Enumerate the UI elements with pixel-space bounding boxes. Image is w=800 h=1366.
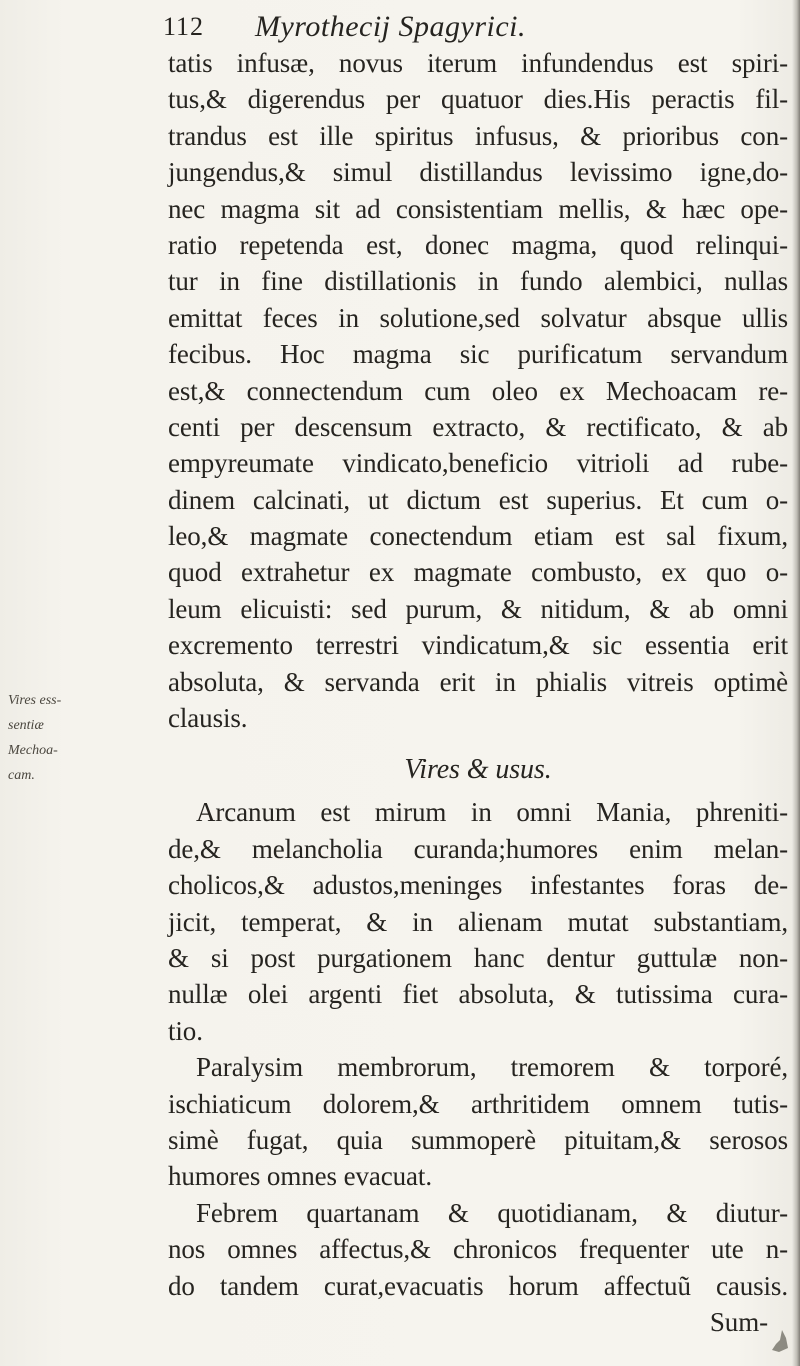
catchword: Sum- xyxy=(709,1306,768,1337)
text-line: tio. xyxy=(168,1015,203,1046)
text-line: centi per descensum extracto, & rectificato, & ab xyxy=(168,411,788,442)
page-edge-shadow xyxy=(792,0,800,1366)
main-text xyxy=(168,45,788,1340)
text-line: leo,& magmate conectendum etiam est sal fixum, xyxy=(168,521,788,552)
text-line: do tandem curat,evacuatis horum affectuũ causis. xyxy=(168,1270,788,1301)
text-line: Paralysim membrorum, tremorem & torporé, xyxy=(196,1052,788,1083)
text-line: empyreumate vindicato,beneficio vitrioli ad rube- xyxy=(168,448,788,479)
section-heading: Vires & usus. xyxy=(404,754,552,786)
text-line: fecibus. Hoc magma sic purificatum servandum xyxy=(168,339,788,370)
text-line: cholicos,& adustos,meninges infestantes foras de- xyxy=(168,870,788,901)
margin-note-line: sentiæ xyxy=(8,718,44,733)
page-number: 112 xyxy=(163,12,205,41)
text-line: Febrem quartanam & quotidianam, & diutur- xyxy=(196,1197,788,1228)
text-line: simè fugat, quia summoperè pituitam,& serosos xyxy=(168,1124,788,1155)
text-line: & si post purgationem hanc dentur guttulæ non- xyxy=(168,942,788,973)
text-line: tur in fine distillationis in fundo alembici, nullas xyxy=(168,266,788,297)
text-line: est,& connectendum cum oleo ex Mechoacam re- xyxy=(168,375,788,406)
text-line: Arcanum est mirum in omni Mania, phreniti- xyxy=(196,797,788,828)
text-line: tatis infusæ, novus iterum infundendus est spiri- xyxy=(168,48,788,78)
text-line: nullæ olei argenti fiet absoluta, & tutissima cura- xyxy=(168,979,788,1010)
text-line: dinem calcinati, ut dictum est superius. Et cum o- xyxy=(168,484,788,515)
text-line: excremento terrestri vindicatum,& sic essentia erit xyxy=(168,630,788,661)
text-line: humores omnes evacuat. xyxy=(168,1161,432,1192)
margin-note-line: Mechoa- xyxy=(8,743,58,758)
ink-stain-mark xyxy=(768,1328,790,1354)
text-line: quod extrahetur ex magmate combusto, ex quo o- xyxy=(168,557,788,588)
text-line: de,& melancholia curanda;humores enim melan- xyxy=(168,833,788,864)
text-line: nos omnes affectus,& chronicos frequenter ute n- xyxy=(168,1234,788,1265)
text-line: absoluta, & servanda erit in phialis vitreis optimè xyxy=(168,666,788,697)
text-line: clausis. xyxy=(168,703,248,734)
page-header xyxy=(163,10,783,50)
margin-note-line: cam. xyxy=(8,768,35,783)
running-head: Myrothecij Spagyrici. xyxy=(255,10,526,43)
text-line: leum elicuisti: sed purum, & nitidum, & ab omni xyxy=(168,593,788,624)
text-line: nec magma sit ad consistentiam mellis, & hæc ope- xyxy=(168,193,788,224)
margin-note-line: Vires ess- xyxy=(8,693,62,708)
text-line: jungendus,& simul distillandus levissimo igne,do- xyxy=(168,157,788,188)
margin-note xyxy=(8,688,128,788)
text-line: tus,& digerendus per quatuor dies.His peractis fil- xyxy=(168,84,788,115)
text-line: trandus est ille spiritus infusus, & prioribus con- xyxy=(168,120,788,151)
text-line: ischiaticum dolorem,& arthritidem omnem tutis- xyxy=(168,1088,788,1119)
text-line: ratio repetenda est, donec magma, quod relinqui- xyxy=(168,229,788,260)
text-line: emittat feces in solutione,sed solvatur absque ullis xyxy=(168,302,788,333)
text-line: jicit, temperat, & in alienam mutat substantiam, xyxy=(168,906,788,937)
